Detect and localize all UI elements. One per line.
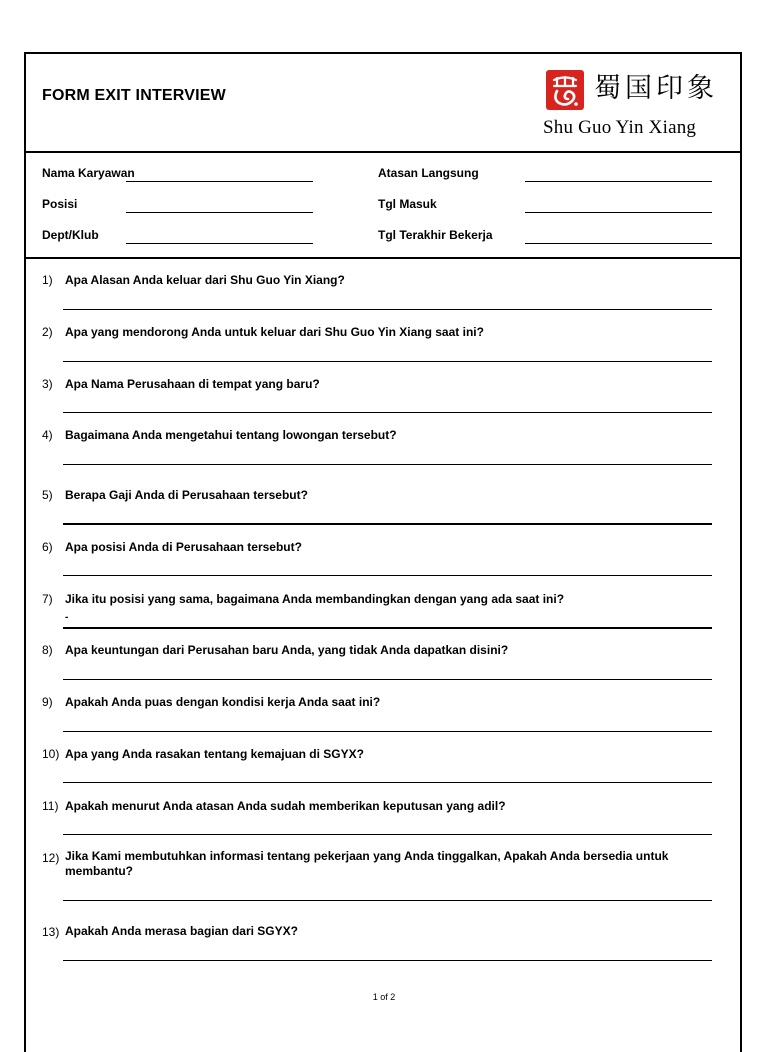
question-text: Jika Kami membutuhkan informasi tentang pekerjaan yang Anda tinggalkan, Apakah Anda bersedia untuk membantu?	[65, 849, 669, 878]
label-dept-klub: Dept/Klub	[42, 228, 99, 242]
question-number: 6)	[42, 540, 53, 554]
label-posisi: Posisi	[42, 197, 78, 211]
answer-line[interactable]	[63, 464, 712, 465]
answer-line[interactable]	[63, 627, 712, 629]
answer-line[interactable]	[63, 679, 712, 680]
question-number: 1)	[42, 273, 53, 287]
label-tgl-masuk: Tgl Masuk	[378, 197, 437, 211]
question-text: Bagaimana Anda mengetahui tentang lowongan tersebut?	[65, 428, 397, 442]
answer-line[interactable]	[63, 575, 712, 576]
question-text: Apakah Anda puas dengan kondisi kerja Anda saat ini?	[65, 695, 381, 709]
question-number: 10)	[42, 747, 60, 761]
question-number: 2)	[42, 325, 53, 339]
answer-line[interactable]	[63, 731, 712, 732]
label-atasan-langsung: Atasan Langsung	[378, 166, 479, 180]
question-number: 8)	[42, 643, 53, 657]
question-number: 3)	[42, 377, 53, 391]
logo-seal-icon	[545, 69, 585, 111]
answer-line[interactable]	[63, 309, 712, 310]
input-tgl-terakhir[interactable]	[525, 243, 712, 244]
question-number: 9)	[42, 695, 53, 709]
question-number: 12)	[42, 851, 60, 865]
logo-chinese-text: 蜀国印象	[594, 73, 718, 104]
header-divider	[24, 151, 742, 153]
answer-text: -	[65, 612, 69, 623]
question-text: Apa keuntungan dari Perusahan baru Anda, yang tidak Anda dapatkan disini?	[65, 643, 509, 657]
answer-line[interactable]	[63, 523, 712, 525]
answer-line[interactable]	[63, 900, 712, 901]
input-atasan-langsung[interactable]	[525, 181, 712, 182]
answer-line[interactable]	[63, 960, 712, 961]
answer-line[interactable]	[63, 412, 712, 413]
question-text: Apa Alasan Anda keluar dari Shu Guo Yin Xiang?	[65, 273, 345, 287]
question-text: Apakah menurut Anda atasan Anda sudah memberikan keputusan yang adil?	[65, 799, 506, 813]
input-tgl-masuk[interactable]	[525, 212, 712, 213]
question-text: Jika itu posisi yang sama, bagaimana Anda membandingkan dengan yang ada saat ini?	[65, 592, 565, 606]
input-dept-klub[interactable]	[126, 243, 313, 244]
question-number: 7)	[42, 592, 53, 606]
page-number: 1 of 2	[372, 992, 396, 1002]
logo-english-text: Shu Guo Yin Xiang	[543, 117, 697, 138]
answer-line[interactable]	[63, 834, 712, 835]
answer-line[interactable]	[63, 361, 712, 362]
label-nama-karyawan: Nama Karyawan	[42, 166, 135, 180]
question-text: Apa yang Anda rasakan tentang kemajuan di SGYX?	[65, 747, 364, 761]
question-number: 5)	[42, 488, 53, 502]
answer-line[interactable]	[63, 782, 712, 783]
fields-divider	[24, 257, 742, 259]
input-nama-karyawan[interactable]	[126, 181, 313, 182]
question-text: Apa Nama Perusahaan di tempat yang baru?	[65, 377, 320, 391]
form-title: FORM EXIT INTERVIEW	[42, 87, 226, 104]
question-number: 13)	[42, 925, 60, 939]
question-text: Apakah Anda merasa bagian dari SGYX?	[65, 924, 298, 938]
question-number: 4)	[42, 428, 53, 442]
question-number: 11)	[42, 799, 59, 813]
question-text: Apa posisi Anda di Perusahaan tersebut?	[65, 540, 302, 554]
question-text: Apa yang mendorong Anda untuk keluar dari Shu Guo Yin Xiang saat ini?	[65, 325, 484, 339]
input-posisi[interactable]	[126, 212, 313, 213]
label-tgl-terakhir: Tgl Terakhir Bekerja	[378, 228, 493, 242]
question-text: Berapa Gaji Anda di Perusahaan tersebut?	[65, 488, 308, 502]
